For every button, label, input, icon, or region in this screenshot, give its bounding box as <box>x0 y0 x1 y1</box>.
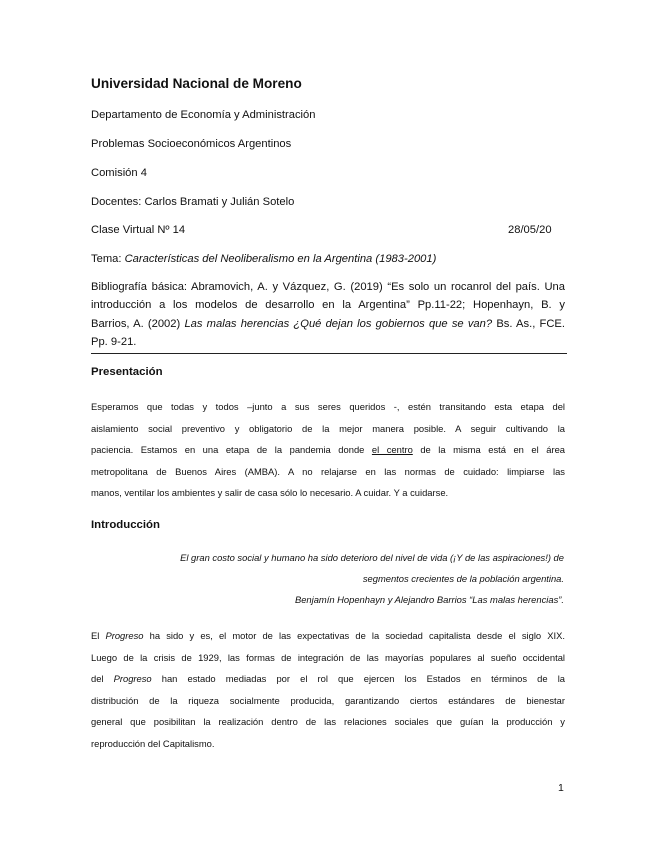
topic-label: Tema: <box>91 253 122 265</box>
class-date: 28/05/20 <box>508 224 552 236</box>
intro-line-5: general que posibilitan la realización dentro de las relaciones sociales que guían la producción y <box>91 716 565 728</box>
intro-line-6: reproducción del Capitalismo. <box>91 737 215 749</box>
presentacion-line-3-post: de la misma está en el área <box>420 444 566 456</box>
bibliography-line-3-pre: Barrios, A. (2002) <box>91 317 181 330</box>
bibliography-line-3-post: Bs. As., FCE. <box>496 317 566 330</box>
presentacion-line-1: Esperamos que todas y todos –junto a sus seres queridos -, estén transitando esta etapa del <box>91 401 565 412</box>
course-line: Problemas Socioeconómicos Argentinos <box>91 138 292 150</box>
progreso-word-2: Progreso <box>113 673 152 685</box>
progreso-word: Progreso <box>105 630 144 641</box>
quote-line-2: segmentos crecientes de la población argentina. <box>362 573 564 584</box>
intro-line-1 <box>91 625 565 647</box>
presentacion-heading: Presentación <box>91 366 163 378</box>
presentacion-line-4: metropolitana de Buenos Aires (AMBA). A no relajarse en las normas de cuidado: limpiarse las <box>91 465 565 477</box>
class-line: Clase Virtual Nº 14 <box>91 224 186 236</box>
commission-line: Comisión 4 <box>91 167 147 179</box>
bibliography-line-4: Pp. 9-21. <box>91 335 137 348</box>
bibliography-line-2: introducción a los modelos de desarrollo en la Argentina” Pp.11-22; Hopenhayn, B. y <box>91 299 565 312</box>
quote-attribution: Benjamín Hopenhayn y Alejandro Barrios “Las malas herencias”. <box>294 594 564 605</box>
introduccion-heading: Introducción <box>91 519 160 531</box>
presentacion-line-3-pre: paciencia. Estamos en una etapa de la pandemia donde <box>91 444 365 456</box>
presentacion-line-3 <box>91 439 565 461</box>
quote-line-1: El gran costo social y humano ha sido deterioro del nivel de vida (¡Y de las aspiraciones!) de <box>180 552 564 563</box>
presentacion-line-2: aislamiento social preventivo y obligatorio de la mejor manera posible. A seguir cultivando la <box>91 422 565 434</box>
bibliography-line-3 <box>91 315 565 333</box>
intro-line-4: distribución de la riqueza socialmente producida, garantizando ciertos estándares de bienestar <box>91 694 565 706</box>
topic-text: Características del Neoliberalismo en la Argentina (1983-2001) <box>124 253 437 265</box>
intro-line-1-post: ha sido y es, el motor de las expectativas de la sociedad capitalista desde el siglo XIX. <box>149 630 565 641</box>
intro-line-3-pre: del <box>91 673 104 685</box>
introduccion-paragraph <box>91 625 565 755</box>
el-centro-link[interactable]: el centro <box>371 444 413 456</box>
department-line: Departamento de Economía y Administración <box>91 109 316 121</box>
teachers-line: Docentes: Carlos Bramati y Julián Sotelo <box>91 196 295 208</box>
presentacion-line-5: manos, ventilar los ambientes y salir de casa sólo lo necesario. A cuidar. Y a cuidarse. <box>91 487 449 499</box>
university-title: Universidad Nacional de Moreno <box>91 76 302 91</box>
bibliography-book-title: Las malas herencias ¿Qué dejan los gobiernos que se van? <box>184 317 493 330</box>
topic-line <box>91 253 436 265</box>
intro-line-3 <box>91 668 565 690</box>
intro-line-3-post: han estado mediadas por el rol que ejercen los Estados en términos de la <box>161 673 565 685</box>
intro-line-2: Luego de la crisis de 1929, las formas de integración de las mayorías populares al sueño occidental <box>91 651 565 663</box>
intro-line-1-pre: El <box>91 630 100 641</box>
bibliography-line-1: Bibliografía básica: Abramovich, A. y Vázquez, G. (2019) “Es solo un rocanrol del país. Una <box>91 281 565 293</box>
bibliography <box>91 278 565 351</box>
presentacion-paragraph <box>91 396 565 504</box>
section-divider <box>91 353 567 354</box>
page-number: 1 <box>558 782 564 794</box>
